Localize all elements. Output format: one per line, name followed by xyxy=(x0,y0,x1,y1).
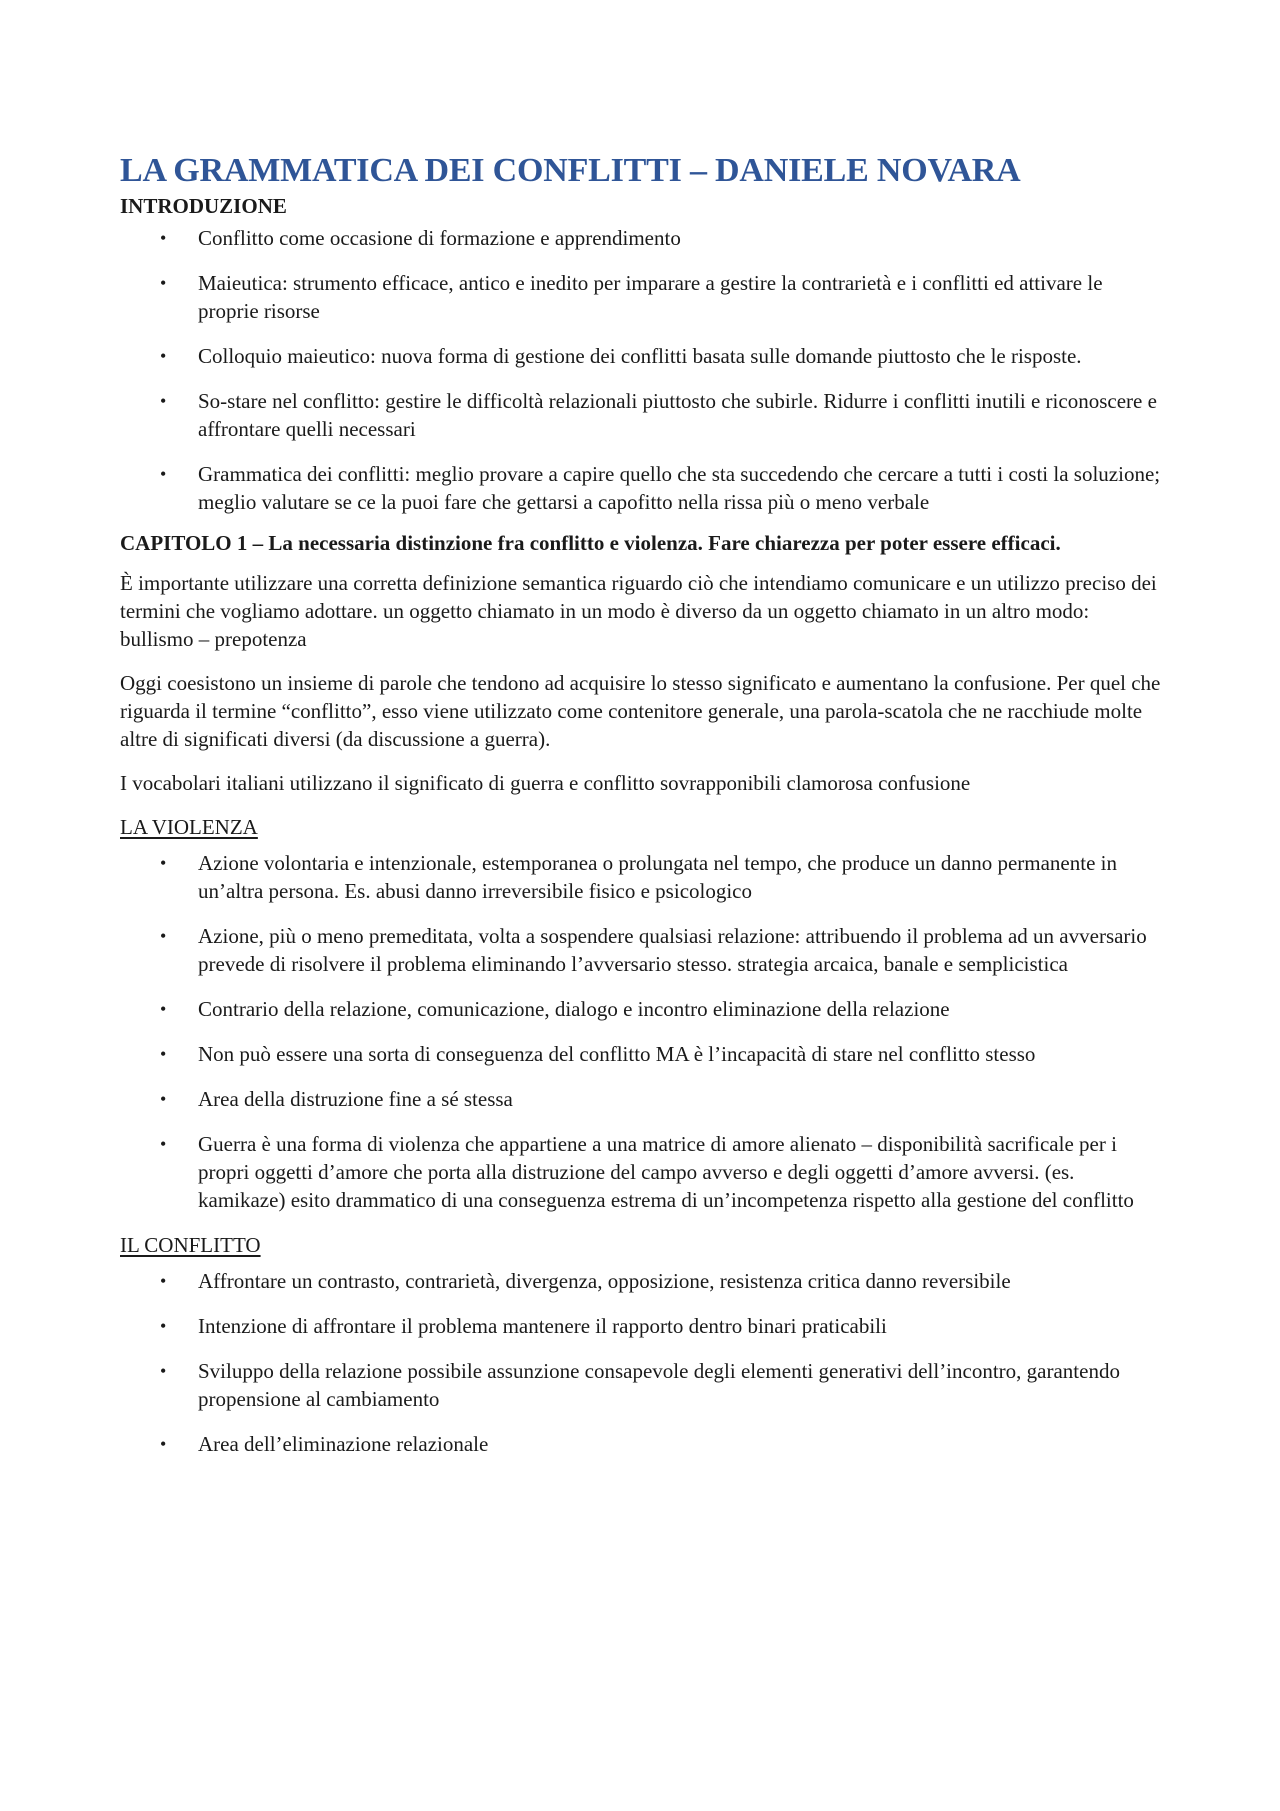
list-item-text: Grammatica dei conflitti: meglio provare a capire quello che sta succedendo che cercare a tutti i costi la soluzione; meglio valutare se ce la puoi fare che gettarsi a capofitto nella rissa più o meno verbale xyxy=(198,462,1161,514)
bullet-icon: • xyxy=(160,228,167,248)
list-item-text: Azione, più o meno premeditata, volta a sospendere qualsiasi relazione: attribuendo il problema ad un avversario prevede di risolvere il problema eliminando l’avversario stesso. strategia arcaica, banale e semplicistica xyxy=(198,924,1147,976)
bullet-icon: • xyxy=(160,391,167,411)
bullet-icon: • xyxy=(160,1434,167,1454)
conflict-list xyxy=(120,1267,1165,1458)
list-item xyxy=(120,1130,1165,1214)
bullet-icon: • xyxy=(160,1089,167,1109)
list-item-text: Azione volontaria e intenzionale, estemporanea o prolungata nel tempo, che produce un danno permanente in un’altra persona. Es. abusi danno irreversibile fisico e psicologico xyxy=(198,851,1117,903)
list-item xyxy=(120,1267,1165,1295)
list-item xyxy=(120,995,1165,1023)
bullet-icon: • xyxy=(160,1271,167,1291)
list-item xyxy=(120,922,1165,978)
list-item-text: Affrontare un contrasto, contrarietà, divergenza, opposizione, resistenza critica danno reversibile xyxy=(198,1269,1011,1293)
list-item-text: Maieutica: strumento efficace, antico e inedito per imparare a gestire la contrarietà e i conflitti ed attivare le proprie risorse xyxy=(198,271,1103,323)
intro-list xyxy=(120,224,1165,516)
list-item xyxy=(120,1312,1165,1340)
list-item-text: Colloquio maieutico: nuova forma di gestione dei conflitti basata sulle domande piuttosto che le risposte. xyxy=(198,344,1082,368)
list-item-text: So-stare nel conflitto: gestire le difficoltà relazionali piuttosto che subirle. Ridurre i conflitti inutili e riconoscere e affrontare quelli necessari xyxy=(198,389,1157,441)
bullet-icon: • xyxy=(160,853,167,873)
document-title: LA GRAMMATICA DEI CONFLITTI – DANIELE NOVARA xyxy=(120,152,1021,189)
bullet-icon: • xyxy=(160,273,167,293)
list-item xyxy=(120,342,1165,370)
list-item xyxy=(120,1085,1165,1113)
list-item-text: Non può essere una sorta di conseguenza del conflitto MA è l’incapacità di stare nel conflitto stesso xyxy=(198,1042,1036,1066)
paragraph: Oggi coesistono un insieme di parole che tendono ad acquisire lo stesso significato e aumentano la confusione. Per quel che riguarda il termine “conflitto”, esso viene utilizzato come contenitore generale, una parola-scatola che ne racchiude molte altre di significati diversi (da discussione a guerra). xyxy=(120,671,1161,751)
bullet-icon: • xyxy=(160,464,167,484)
list-item-text: Intenzione di affrontare il problema mantenere il rapporto dentro binari praticabili xyxy=(198,1314,887,1338)
intro-heading: INTRODUZIONE xyxy=(120,194,287,218)
paragraph: È importante utilizzare una corretta definizione semantica riguardo ciò che intendiamo comunicare e un utilizzo preciso dei termini che vogliamo adottare. un oggetto chiamato in un modo è diverso da un oggetto chiamato in un altro modo: bullismo – prepotenza xyxy=(120,571,1157,651)
bullet-icon: • xyxy=(160,1361,167,1381)
list-item xyxy=(120,269,1165,325)
list-item-text: Contrario della relazione, comunicazione, dialogo e incontro eliminazione della relazione xyxy=(198,997,950,1021)
list-item xyxy=(120,849,1165,905)
bullet-icon: • xyxy=(160,999,167,1019)
list-item xyxy=(120,1040,1165,1068)
list-item-text: Sviluppo della relazione possibile assunzione consapevole degli elementi generativi dell’incontro, garantendo propensione al cambiamento xyxy=(198,1359,1120,1411)
list-item xyxy=(120,224,1165,252)
list-item xyxy=(120,1357,1165,1413)
violence-heading: LA VIOLENZA xyxy=(120,815,258,839)
document-page xyxy=(120,150,1165,1475)
list-item-text: Area della distruzione fine a sé stessa xyxy=(198,1087,513,1111)
conflict-heading: IL CONFLITTO xyxy=(120,1233,261,1257)
bullet-icon: • xyxy=(160,1316,167,1336)
chapter-1-heading: CAPITOLO 1 – La necessaria distinzione fra conflitto e violenza. Fare chiarezza per poter essere efficaci. xyxy=(120,531,1061,555)
list-item-text: Guerra è una forma di violenza che appartiene a una matrice di amore alienato – disponibilità sacrificale per i propri oggetti d’amore che porta alla distruzione del campo avverso e degli oggetti d’amore avversi. (es. kamikaze) esito drammatico di una conseguenza estrema di un’incompetenza rispetto alla gestione del conflitto xyxy=(198,1132,1134,1212)
violence-list xyxy=(120,849,1165,1214)
list-item-text: Area dell’eliminazione relazionale xyxy=(198,1432,489,1456)
list-item-text: Conflitto come occasione di formazione e apprendimento xyxy=(198,226,681,250)
bullet-icon: • xyxy=(160,1134,167,1154)
list-item xyxy=(120,387,1165,443)
list-item xyxy=(120,460,1165,516)
bullet-icon: • xyxy=(160,1044,167,1064)
list-item xyxy=(120,1430,1165,1458)
bullet-icon: • xyxy=(160,926,167,946)
paragraph: I vocabolari italiani utilizzano il significato di guerra e conflitto sovrapponibili clamorosa confusione xyxy=(120,771,971,795)
bullet-icon: • xyxy=(160,346,167,366)
